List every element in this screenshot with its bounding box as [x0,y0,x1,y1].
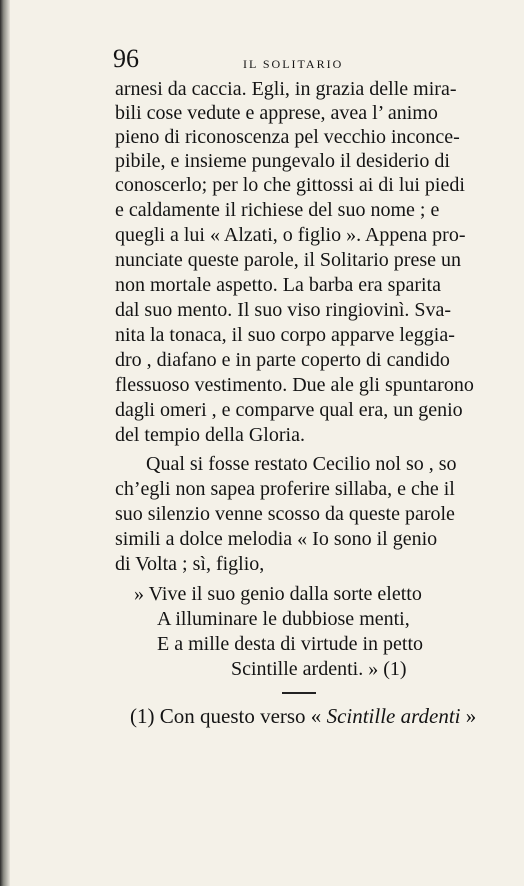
body-line: pieno di riconoscenza pel vecchio inconce- [115,126,460,148]
body-line: ch’egli non sapea proferire sillaba, e che il [115,478,455,500]
poem-line: » Vive il suo genio dalla sorte eletto [134,583,422,605]
body-line: del tempio della Gloria. [115,424,305,446]
body-line: pibile, e insieme pungevalo il desiderio di [115,150,450,172]
body-line: flessuoso vestimento. Due ale gli spuntarono [115,374,474,396]
footnote-separator [282,692,316,694]
poem-line: E a mille desta di virtude in petto [157,633,424,655]
body-line: di Volta ; sì, figlio, [115,553,265,575]
poem-line: Scintille ardenti. » (1) [231,658,407,680]
footnote-suffix: » [460,704,477,728]
body-line: nunciate queste parole, il Solitario prese un [115,249,462,271]
footnote-italic: Scintille ardenti [326,704,461,728]
poem-line: A illuminare le dubbiose menti, [157,608,410,630]
page-edge-shadow [0,0,10,886]
body-line: nita la tonaca, il suo corpo apparve leggia- [115,324,455,346]
body-line: Qual si fosse restato Cecilio nol so , so [146,453,457,475]
body-line: conoscerlo; per lo che gittossi ai di lui piedi [115,174,465,196]
body-line: dal suo mento. Il suo viso ringiovinì. Sva- [115,299,452,321]
body-line: non mortale aspetto. La barba era sparita [115,274,441,296]
body-line: arnesi da caccia. Egli, in grazia delle mira- [115,78,457,100]
body-line: dagli omeri , e comparve qual era, un genio [115,399,463,421]
running-head: IL SOLITARIO [243,57,344,71]
footnote [130,703,476,729]
page-number: 96 [113,44,139,73]
body-line: suo silenzio venne scosso da queste parole [115,503,455,525]
body-line: simili a dolce melodia « Io sono il genio [115,528,438,550]
page-header [113,44,493,74]
body-line: e caldamente il richiese del suo nome ; e [115,199,440,221]
body-line: quegli a lui « Alzati, o figlio ». Appena pro- [115,224,466,246]
footnote-prefix: (1) Con questo verso « [130,704,327,728]
body-line: dro , diafano e in parte coperto di candido [115,349,450,371]
body-line: bili cose vedute e apprese, avea l’ animo [115,102,438,124]
